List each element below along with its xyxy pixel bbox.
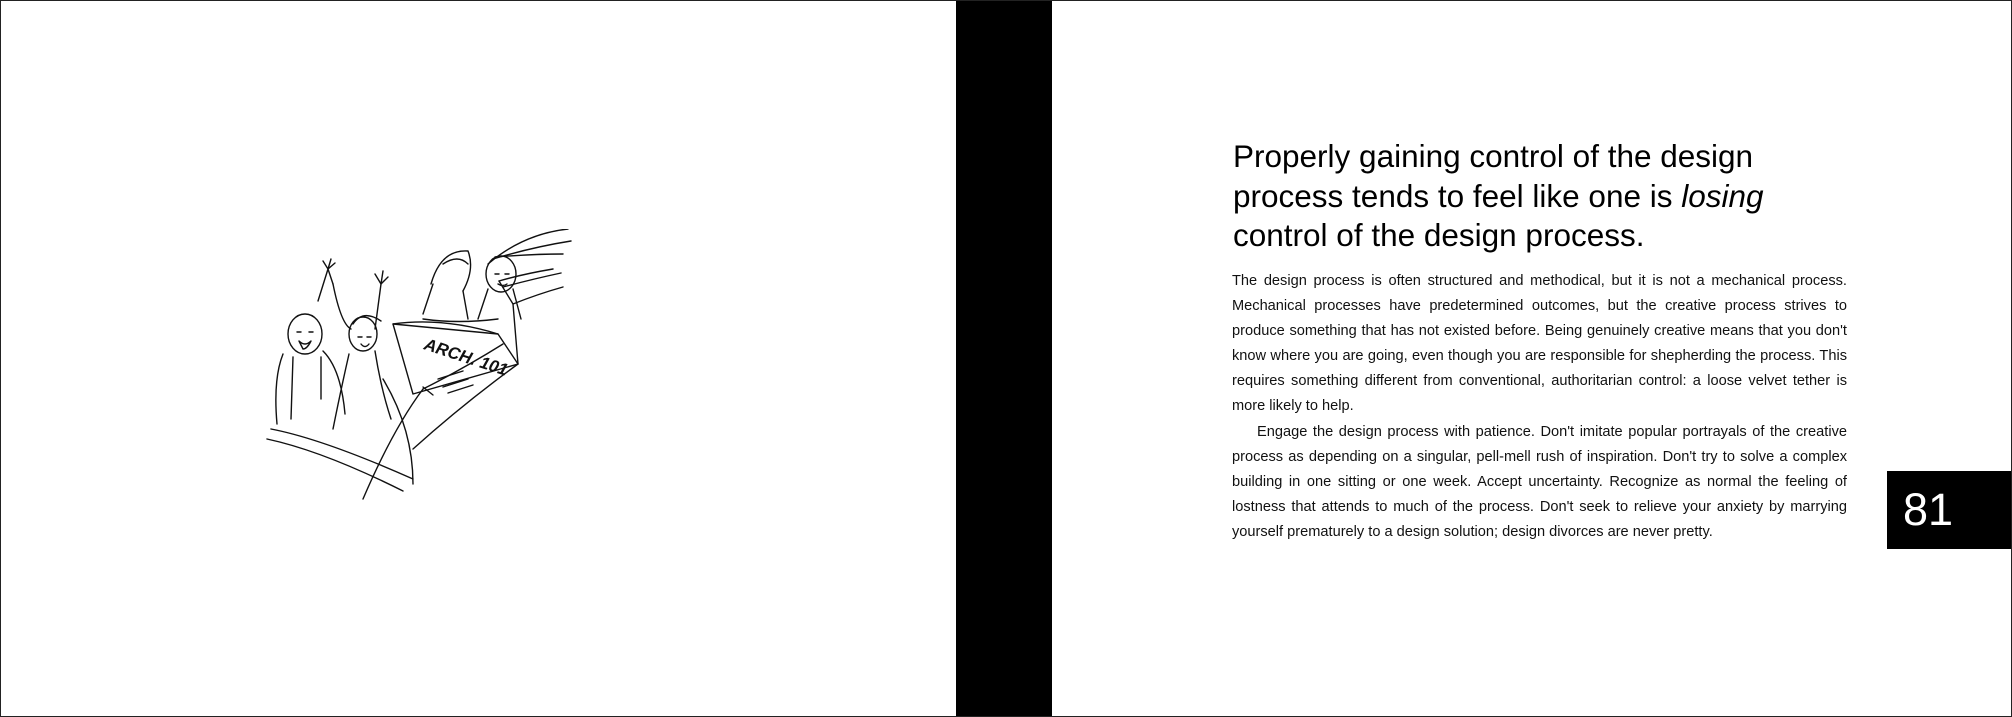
rollercoaster-illustration: [263, 229, 603, 501]
car-label: ARCH. 101: [421, 334, 511, 380]
heading-part-2: control of the design process.: [1233, 217, 1645, 253]
gutter-bar: [956, 1, 1052, 716]
paragraph-1: The design process is often structured and methodical, but it is not a mechanical process. Mechanical processes have predetermined outcomes, but the creative process strives to produce something that has not existed before. Being genuinely creative means that you don't know where you are going, even though you are responsible for shepherding the process. This requires something different from conventional, authoritarian control: a loose velvet tether is more likely to help.: [1232, 273, 1847, 415]
left-page: [1, 1, 956, 716]
page-heading: [1233, 137, 1833, 256]
right-page: [1052, 1, 2011, 716]
paragraph-2: Engage the design process with patience. Don't imitate popular portrayals of the creative process as depending on a singular, pell-mell rush of inspiration. Don't try to solve a complex building in one sitting or one week. Accept uncertainty. Recognize as normal the feeling of lostness that attends to much of the process. Don't seek to relieve your anxiety by marrying yourself prematurely to a design solution; design divorces are never pretty.: [1232, 423, 1847, 540]
page-number: 81: [1903, 484, 1954, 535]
page-number-tab: [1887, 471, 2011, 549]
body-text: [1232, 269, 1847, 545]
heading-part-1: Properly gaining control of the design process tends to feel like one is: [1233, 138, 1754, 214]
heading-emphasis: losing: [1681, 177, 1764, 214]
